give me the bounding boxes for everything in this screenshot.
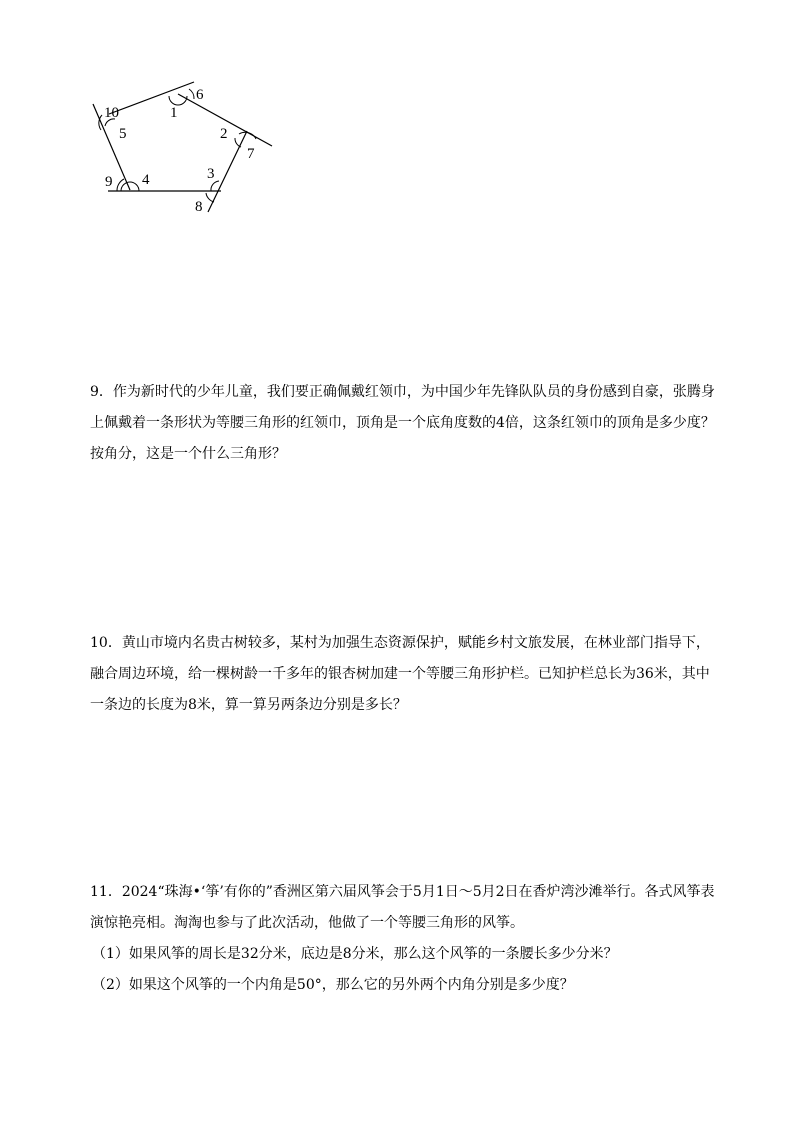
question-10 [90,628,720,721]
angle-label-2: 2 [220,126,228,142]
sub-question-1: （1）如果风筝的周长是32分米，底边是8分米，那么这个风筝的一条腰长多少分米？ [92,946,618,962]
angle-label-7: 7 [247,146,255,162]
side-top-left [109,82,194,114]
angle-label-6: 6 [196,87,204,103]
angle-label-5: 5 [119,126,127,142]
question-number: 11． [90,884,122,900]
question-9 [90,377,720,470]
angle-label-10: 10 [104,105,119,121]
angle-label-1: 1 [170,105,178,121]
arc-3 [211,181,219,191]
question-number: 10． [90,635,122,651]
sub-question-2: （2）如果这个风筝的一个内角是50°，那么它的另外两个内角分别是多少度？ [92,977,574,993]
question-text: 黄山市境内名贵古树较多，某村为加强生态资源保护，赋能乡村文旅发展，在林业部门指导下，融合周边环境，给一棵树龄一千多年的银杏树加建一个等腰三角形护栏。已知护栏总长为36米，其中一条边的长度为8米，算一算另两条边分别是多长？ [90,635,710,713]
pentagon-diagram [88,76,288,216]
pentagon-angle-figure [88,76,288,216]
question-text: 作为新时代的少年儿童，我们要正确佩戴红领巾，为中国少年先锋队队员的身份感到自豪，张腾身上佩戴着一条形状为等腰三角形的红领巾，顶角是一个底角度数的4倍，这条红领巾的顶角是多少度？按角分，这是一个什么三角形？ [90,384,715,462]
angle-label-4: 4 [142,172,150,188]
angle-label-3: 3 [207,166,215,182]
question-number: 9． [90,384,113,400]
question-text: 2024“珠海•‘筝’有你的”香洲区第六届风筝会于5月1日～5月2日在香炉湾沙滩举行。各式风筝表演惊艳亮相。淘淘也参与了此次活动，他做了一个等腰三角形的风筝。 [90,884,715,931]
angle-label-9: 9 [105,174,113,190]
angle-label-8: 8 [195,199,203,215]
arc-7 [239,132,256,139]
question-11 [90,877,720,1001]
arc-6 [189,89,194,99]
